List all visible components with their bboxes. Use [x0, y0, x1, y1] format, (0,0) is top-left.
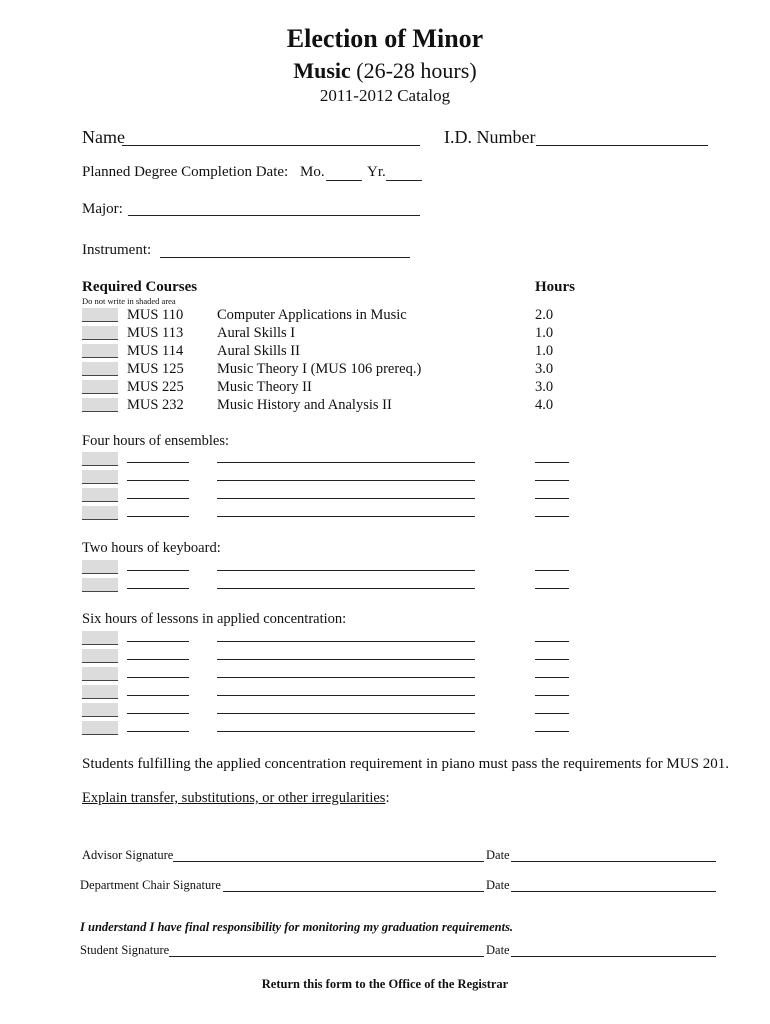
shaded-box	[82, 398, 118, 412]
shaded-box	[82, 506, 118, 520]
course-code-blank[interactable]	[127, 695, 189, 696]
course-title-blank[interactable]	[217, 713, 475, 714]
required-courses-heading: Required Courses	[82, 279, 198, 295]
shaded-box	[82, 649, 118, 663]
course-code: MUS 113	[127, 325, 184, 341]
shaded-box	[82, 470, 118, 484]
shaded-box	[82, 344, 118, 358]
course-hours-blank[interactable]	[535, 695, 569, 696]
course-hours-blank[interactable]	[535, 641, 569, 642]
advisor-date-field[interactable]	[511, 861, 716, 862]
course-code: MUS 225	[127, 379, 184, 395]
form-title: Election of Minor	[286, 24, 484, 53]
course-title: Computer Applications in Music	[217, 307, 407, 323]
catalog-year: 2011-2012 Catalog	[319, 86, 451, 105]
course-title-blank[interactable]	[217, 498, 475, 499]
form-subtitle	[0, 58, 770, 84]
explain-irregularities-text: Explain transfer, substitutions, or other irregularities	[82, 790, 386, 806]
course-hours: 3.0	[535, 361, 554, 377]
student-date-label: Date	[486, 943, 510, 957]
course-hours-blank[interactable]	[535, 462, 569, 463]
major-label: Major:	[82, 201, 123, 217]
course-code-blank[interactable]	[127, 677, 189, 678]
shaded-box	[82, 380, 118, 394]
course-code-blank[interactable]	[127, 516, 189, 517]
ensembles-label: Four hours of ensembles:	[82, 433, 229, 449]
advisor-signature-label: Advisor Signature	[82, 848, 174, 862]
responsibility-statement: I understand I have final responsibility for monitoring my graduation requirements.	[80, 920, 514, 934]
name-label: Name	[82, 127, 125, 147]
course-title-blank[interactable]	[217, 731, 475, 732]
major-field[interactable]	[128, 215, 420, 216]
course-code-blank[interactable]	[127, 641, 189, 642]
shaded-box	[82, 452, 118, 466]
shaded-box	[82, 362, 118, 376]
course-title-blank[interactable]	[217, 659, 475, 660]
return-instructions: Return this form to the Office of the Registrar	[261, 977, 509, 991]
course-code: MUS 125	[127, 361, 184, 377]
shaded-box	[82, 488, 118, 502]
completion-date-label: Planned Degree Completion Date:	[82, 164, 289, 180]
year-label: Yr.	[367, 164, 386, 180]
chair-signature-label: Department Chair Signature	[80, 878, 221, 892]
chair-signature-field[interactable]	[223, 891, 484, 892]
course-hours-blank[interactable]	[535, 516, 569, 517]
course-code: MUS 114	[127, 343, 184, 359]
course-title: Aural Skills I	[217, 325, 296, 341]
course-title-blank[interactable]	[217, 695, 475, 696]
shaded-box	[82, 721, 118, 735]
course-code: MUS 110	[127, 307, 184, 323]
shaded-box	[82, 703, 118, 717]
course-title-blank[interactable]	[217, 462, 475, 463]
student-signature-label: Student Signature	[80, 943, 170, 957]
instrument-label: Instrument:	[82, 242, 152, 258]
course-title: Music Theory I (MUS 106 prereq.)	[217, 361, 422, 377]
shaded-box	[82, 578, 118, 592]
course-title: Aural Skills II	[217, 343, 300, 359]
explain-irregularities-label	[82, 790, 389, 807]
course-hours-blank[interactable]	[535, 498, 569, 499]
advisor-date-label: Date	[486, 848, 510, 862]
month-label: Mo.	[300, 164, 325, 180]
student-signature-field[interactable]	[169, 956, 484, 957]
course-title-blank[interactable]	[217, 516, 475, 517]
subtitle-music: Music	[293, 58, 351, 83]
id-number-label: I.D. Number	[444, 127, 536, 147]
course-hours: 4.0	[535, 397, 554, 413]
explain-colon: :	[385, 790, 390, 806]
shaded-box	[82, 326, 118, 340]
course-code-blank[interactable]	[127, 588, 189, 589]
month-field[interactable]	[326, 180, 362, 181]
shaded-box	[82, 308, 118, 322]
course-hours-blank[interactable]	[535, 480, 569, 481]
course-hours-blank[interactable]	[535, 659, 569, 660]
course-title: Music History and Analysis II	[217, 397, 392, 413]
course-code: MUS 232	[127, 397, 184, 413]
course-hours-blank[interactable]	[535, 570, 569, 571]
course-hours-blank[interactable]	[535, 731, 569, 732]
course-title-blank[interactable]	[217, 588, 475, 589]
course-code-blank[interactable]	[127, 713, 189, 714]
course-hours: 1.0	[535, 343, 554, 359]
instrument-field[interactable]	[160, 257, 410, 258]
shaded-area-note: Do not write in shaded area	[82, 296, 176, 306]
chair-date-field[interactable]	[511, 891, 716, 892]
keyboard-label: Two hours of keyboard:	[82, 540, 221, 556]
course-hours-blank[interactable]	[535, 713, 569, 714]
hours-heading: Hours	[535, 279, 576, 295]
year-field[interactable]	[386, 180, 422, 181]
shaded-box	[82, 685, 118, 699]
course-title: Music Theory II	[217, 379, 312, 395]
course-code-blank[interactable]	[127, 462, 189, 463]
course-title-blank[interactable]	[217, 641, 475, 642]
course-title-blank[interactable]	[217, 677, 475, 678]
course-title-blank[interactable]	[217, 570, 475, 571]
chair-date-label: Date	[486, 878, 510, 892]
course-hours: 2.0	[535, 307, 554, 323]
course-code-blank[interactable]	[127, 659, 189, 660]
course-hours-blank[interactable]	[535, 588, 569, 589]
subtitle-hours: (26-28 hours)	[350, 58, 477, 83]
course-code-blank[interactable]	[127, 731, 189, 732]
course-hours: 3.0	[535, 379, 554, 395]
advisor-signature-field[interactable]	[173, 861, 484, 862]
course-code-blank[interactable]	[127, 480, 189, 481]
shaded-box	[82, 667, 118, 681]
course-code-blank[interactable]	[127, 570, 189, 571]
course-hours: 1.0	[535, 325, 554, 341]
lessons-label: Six hours of lessons in applied concentration:	[82, 611, 347, 627]
id-number-field[interactable]	[536, 145, 708, 146]
course-title-blank[interactable]	[217, 480, 475, 481]
name-field[interactable]	[122, 145, 420, 146]
piano-requirement-note: Students fulfilling the applied concentration requirement in piano must pass the requirements for MUS 201.	[82, 756, 729, 772]
course-hours-blank[interactable]	[535, 677, 569, 678]
shaded-box	[82, 560, 118, 574]
course-code-blank[interactable]	[127, 498, 189, 499]
student-date-field[interactable]	[511, 956, 716, 957]
shaded-box	[82, 631, 118, 645]
